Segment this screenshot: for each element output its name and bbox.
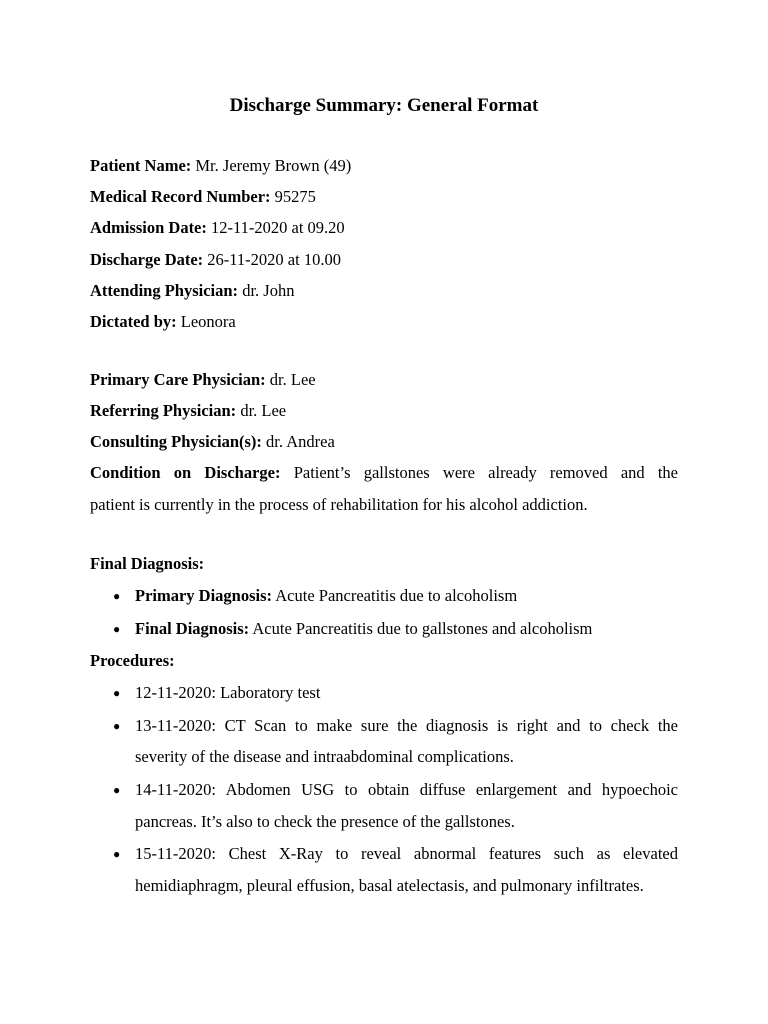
discharge-date-row: [90, 249, 678, 271]
condition-label: Condition on Discharge:: [90, 463, 281, 482]
procedure-text-line-1: 15-11-2020: Chest X-Ray to reveal abnormal features such as elevated: [135, 844, 678, 863]
procedure-item-continuation: [135, 875, 678, 897]
attending-physician-value: dr. John: [238, 281, 295, 300]
document-title: Discharge Summary: General Format: [229, 95, 539, 116]
procedure-item: [135, 843, 678, 865]
procedure-item-continuation: [135, 811, 678, 833]
dictated-by-value: Leonora: [176, 312, 236, 331]
mrn-label: Medical Record Number:: [90, 187, 271, 206]
procedures-heading-row: [90, 650, 678, 672]
final-diagnosis-heading: Final Diagnosis:: [90, 554, 205, 573]
patient-name-row: [90, 155, 678, 177]
procedure-item: [135, 682, 678, 704]
diagnosis-item: [135, 618, 678, 640]
diagnosis-item-label: Primary Diagnosis:: [135, 586, 273, 605]
admission-date-label: Admission Date:: [90, 218, 207, 237]
diagnosis-item-label: Final Diagnosis:: [135, 619, 250, 638]
attending-physician-row: [90, 280, 678, 302]
consulting-physician-value: dr. Andrea: [261, 432, 335, 451]
mrn-value: 95275: [270, 187, 316, 206]
patient-name-label: Patient Name:: [90, 156, 192, 175]
bullet-icon: ●: [113, 847, 121, 861]
mrn-row: [90, 186, 678, 208]
referring-physician-row: [90, 400, 678, 422]
diagnosis-item: [135, 585, 678, 607]
final-diagnosis-heading-row: [90, 553, 678, 575]
condition-row-2: [90, 494, 678, 516]
bullet-icon: ●: [113, 783, 121, 797]
condition-row-1: [90, 462, 678, 484]
dictated-by-label: Dictated by:: [90, 312, 177, 331]
bullet-icon: ●: [113, 719, 121, 733]
dictated-by-row: [90, 311, 678, 333]
consulting-physician-label: Consulting Physician(s):: [90, 432, 262, 451]
procedure-item: [135, 779, 678, 801]
patient-name-value: Mr. Jeremy Brown (49): [191, 156, 352, 175]
condition-text-2: patient is currently in the process of rehabilitation for his alcohol addiction.: [90, 495, 588, 514]
diagnosis-item-value: Acute Pancreatitis due to alcoholism: [272, 586, 518, 605]
admission-date-row: [90, 217, 678, 239]
bullet-icon: ●: [113, 589, 121, 603]
bullet-icon: ●: [113, 686, 121, 700]
procedures-heading: Procedures:: [90, 651, 175, 670]
discharge-date-label: Discharge Date:: [90, 250, 204, 269]
discharge-date-value: 26-11-2020 at 10.00: [203, 250, 341, 269]
primary-care-physician-value: dr. Lee: [265, 370, 316, 389]
primary-care-physician-row: [90, 369, 678, 391]
procedure-text-line-1: 14-11-2020: Abdomen USG to obtain diffuse enlargement and hypoechoic: [135, 780, 678, 799]
bullet-icon: ●: [113, 622, 121, 636]
procedure-text-line-1: 13-11-2020: CT Scan to make sure the diagnosis is right and to check the: [135, 716, 678, 735]
procedure-text-line-2: severity of the disease and intraabdominal complications.: [135, 747, 514, 766]
procedure-item-continuation: [135, 746, 678, 768]
procedure-text-line-2: pancreas. It’s also to check the presence of the gallstones.: [135, 812, 515, 831]
consulting-physician-row: [90, 431, 678, 453]
attending-physician-label: Attending Physician:: [90, 281, 239, 300]
primary-care-physician-label: Primary Care Physician:: [90, 370, 266, 389]
referring-physician-value: dr. Lee: [236, 401, 287, 420]
diagnosis-item-value: Acute Pancreatitis due to gallstones and alcoholism: [249, 619, 593, 638]
admission-date-value: 12-11-2020 at 09.20: [206, 218, 345, 237]
condition-text-1: Patient’s gallstones were already removed and the: [280, 463, 678, 482]
procedure-text-line-1: 12-11-2020: Laboratory test: [135, 683, 321, 702]
procedure-text-line-2: hemidiaphragm, pleural effusion, basal atelectasis, and pulmonary infiltrates.: [135, 876, 644, 895]
referring-physician-label: Referring Physician:: [90, 401, 237, 420]
procedure-item: [135, 715, 678, 737]
